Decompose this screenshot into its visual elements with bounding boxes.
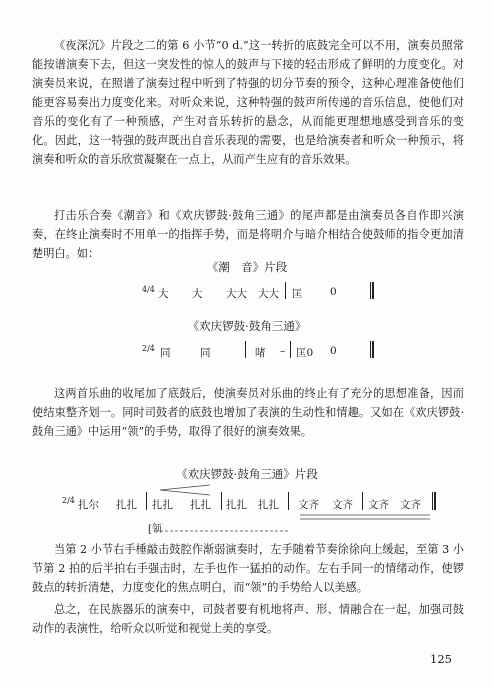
note: 扎扎 xyxy=(258,499,279,511)
note: 0 xyxy=(330,286,337,298)
time-signature: 4/4 xyxy=(142,285,155,294)
note: 扎扎 xyxy=(152,499,173,511)
page-number: 125 xyxy=(430,652,452,666)
note: 大 xyxy=(158,288,169,300)
note: 扎扎 xyxy=(116,499,137,511)
note: 大 xyxy=(192,288,203,300)
note: 文齐 xyxy=(332,499,353,511)
paragraph-3: 这两首乐曲的收尾加了底鼓后，使演奏员对乐曲的终止有了充分的思想准备，因而使结束整齐划一。同时司鼓者的底鼓也增加了表演的生动性和情趣。又如在《欢庆锣鼓·鼓角三通》中运用“领”的手势，取得了很好的演奏效果。 xyxy=(32,387,464,438)
time-signature: 2/4 xyxy=(142,344,155,353)
note: 文齐 xyxy=(298,499,319,511)
crescendo-mark xyxy=(160,490,210,495)
note: 同 xyxy=(160,347,171,359)
note: 0 xyxy=(330,345,337,357)
example2-caption: 《欢庆锣鼓·鼓角三通》 xyxy=(187,319,307,333)
paragraph-2: 打击乐合奏《潮音》和《欢庆锣鼓·鼓角三通》的尾声都是由演奏员各自作即兴演奏，在终止演奏时不用单一的指挥手势，而是将明介与暗介相结合使鼓师的指令更加清楚明白。如： xyxy=(32,209,464,260)
note: 扎扎 xyxy=(226,499,247,511)
example3-caption: 《欢庆锣鼓·鼓角三通》片段 xyxy=(176,467,318,481)
paragraph-5: 总之，在民族器乐的演奏中，司鼓者要有机地将声、形、情融合在一起，加强司鼓动作的表演性，给听众以听觉和视觉上美的享受。 xyxy=(32,603,464,635)
paragraph-1: 《夜深沉》片段之二的第 6 小节“0 d.”这一转折的底鼓完全可以不用，演奏员照常能按谱演奏下去，但这一突发性的惊人的鼓声与下接的轻击形成了鲜明的力度变化。对演奏员来说，在照谱了演奏过程中听到了特强的切分节奏的预令，这种心理准备使他们能更容易奏出力度变化来。对听众来说，这种特强的鼓声所传递的音乐信息，使他们对音乐的变化有了一种预感，产生对音乐转折的悬念，从而能更理想地感受到音乐的变化。因此，这一特强的鼓声既出自音乐表现的需要，也是给演奏者和听众一种预示，将演奏和听众的音乐欣赏凝聚在一点上，从而产生应有的音乐效果。 xyxy=(32,39,464,166)
crescendo-mark xyxy=(160,485,210,490)
note: 大大 xyxy=(226,288,247,300)
note: 匡 xyxy=(292,288,303,300)
note: 文齐 xyxy=(368,499,389,511)
paragraph-4: 当第 2 小节右手棰敲击鼓腔作渐弱演奏时，左手随着节奏徐徐向上缓起，至第 3 小节第 2 拍的后半拍右手强击时，左手也作一猛拍的动作。左右手同一的情绪动作，使锣鼓点的转折清楚，力度变化的焦点明白，而“领”的手势给人以美感。 xyxy=(32,543,464,594)
note: – xyxy=(280,345,286,357)
note: 啫 xyxy=(255,347,266,359)
note: 扎扎 xyxy=(190,499,211,511)
note: 大大 xyxy=(258,288,279,300)
time-signature: 2/4 xyxy=(62,496,75,505)
note: 扎尔 xyxy=(78,499,99,511)
example1-caption: 《潮 音》片段 xyxy=(206,260,288,274)
note: 同 xyxy=(200,347,211,359)
bracket-label: [领 xyxy=(148,524,162,535)
note: 匡0 xyxy=(296,347,314,359)
note: 文齐 xyxy=(400,499,421,511)
